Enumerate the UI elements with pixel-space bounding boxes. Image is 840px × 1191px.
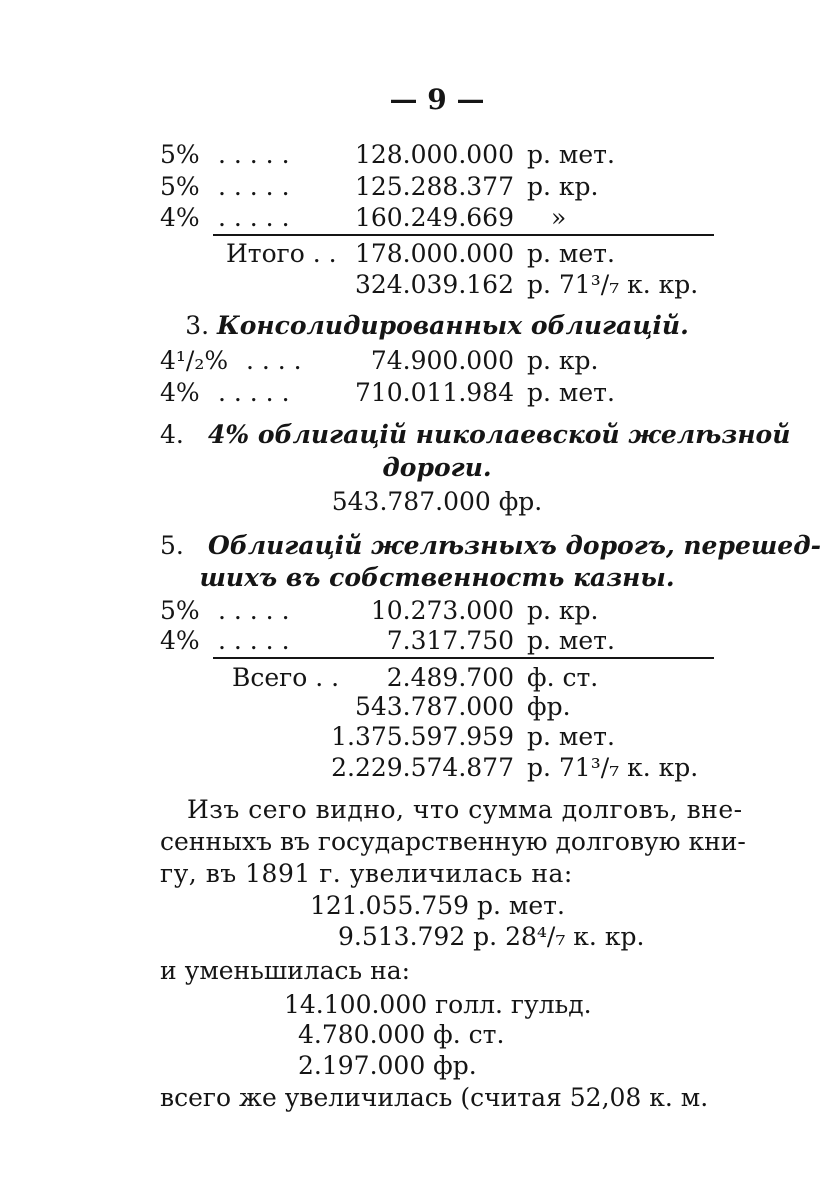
- grand-total-unit: ф. ст.: [527, 663, 599, 692]
- row-unit: р. мет.: [527, 378, 615, 407]
- row-dots: . . . . .: [218, 140, 290, 169]
- paragraph-line: всего же увеличилась (считая 52,08 к. м.: [160, 1083, 709, 1112]
- grand-total-unit: р. 71³/₇ к. кр.: [527, 753, 699, 782]
- row-dots: . . . . .: [218, 203, 290, 232]
- grand-total-amount: 543.787.000: [354, 692, 514, 721]
- grand-total-amount: 1.375.597.959: [331, 722, 514, 751]
- grand-total-unit: фр.: [527, 692, 571, 721]
- decrease-line: 2.197.000 фр.: [298, 1051, 477, 1080]
- section-title-cont: шихъ въ собственность казны.: [199, 563, 675, 592]
- row-label: 4%: [160, 203, 200, 232]
- grand-total-label: Всего . .: [232, 663, 340, 692]
- row-amount: 7.317.750: [386, 626, 514, 655]
- row-label: 5%: [160, 140, 200, 169]
- row-label: 5%: [160, 172, 200, 201]
- row-amount: 160.249.669: [354, 203, 514, 232]
- row-dots: . . . . .: [218, 172, 290, 201]
- row-label: 4¹/₂%: [160, 346, 229, 375]
- decrease-line: 14.100.000 голл. гульд.: [284, 990, 592, 1019]
- row-amount: 10.273.000: [370, 596, 514, 625]
- paragraph-line: и уменьшилась на:: [160, 956, 411, 985]
- row-unit: »: [551, 203, 567, 232]
- section-title: 4% облигацій николаевской желѣзной: [208, 420, 791, 449]
- row-dots: . . . . .: [218, 626, 290, 655]
- section-amount: 543.787.000 фр.: [331, 487, 543, 516]
- section-title-cont: дороги.: [382, 453, 492, 482]
- total-unit: р. 71³/₇ к. кр.: [527, 270, 699, 299]
- row-unit: р. кр.: [527, 172, 599, 201]
- row-label: 5%: [160, 596, 200, 625]
- section-title: Облигацій желѣзныхъ дорогъ, перешед-: [208, 531, 821, 560]
- page-number: — 9 —: [389, 83, 485, 116]
- grand-total-amount: 2.229.574.877: [331, 753, 514, 782]
- sum-rule: [213, 657, 714, 659]
- total-amount: 178.000.000: [354, 239, 514, 268]
- section-number: 5.: [160, 531, 184, 560]
- paragraph-line: Изъ сего видно, что сумма долговъ, вне-: [187, 795, 743, 824]
- paragraph-line: гу, въ 1891 г. увеличилась на:: [160, 859, 573, 888]
- decrease-line: 4.780.000 ф. ст.: [298, 1020, 505, 1049]
- grand-total-unit: р. мет.: [527, 722, 615, 751]
- total-unit: р. мет.: [527, 239, 615, 268]
- row-dots: . . . . .: [218, 378, 290, 407]
- paragraph-line: сенныхъ въ государственную долговую кни-: [160, 827, 746, 856]
- row-unit: р. кр.: [527, 346, 599, 375]
- row-amount: 710.011.984: [354, 378, 514, 407]
- section-number: 3.: [185, 311, 210, 340]
- row-amount: 128.000.000: [354, 140, 514, 169]
- row-dots: . . . .: [246, 346, 302, 375]
- increase-line: 121.055.759 р. мет.: [310, 891, 565, 920]
- row-unit: р. мет.: [527, 140, 615, 169]
- increase-line: 9.513.792 р. 28⁴/₇ к. кр.: [338, 922, 645, 951]
- row-amount: 125.288.377: [354, 172, 514, 201]
- grand-total-amount: 2.489.700: [386, 663, 514, 692]
- row-unit: р. мет.: [527, 626, 615, 655]
- row-amount: 74.900.000: [370, 346, 514, 375]
- row-label: 4%: [160, 626, 200, 655]
- total-amount: 324.039.162: [354, 270, 514, 299]
- section-title: Консолидированных облигацій.: [217, 311, 689, 340]
- total-label: Итого . .: [226, 239, 337, 268]
- sum-rule: [213, 234, 714, 236]
- row-unit: р. кр.: [527, 596, 599, 625]
- section-number: 4.: [160, 420, 184, 449]
- row-dots: . . . . .: [218, 596, 290, 625]
- row-label: 4%: [160, 378, 200, 407]
- section-heading: [160, 313, 714, 338]
